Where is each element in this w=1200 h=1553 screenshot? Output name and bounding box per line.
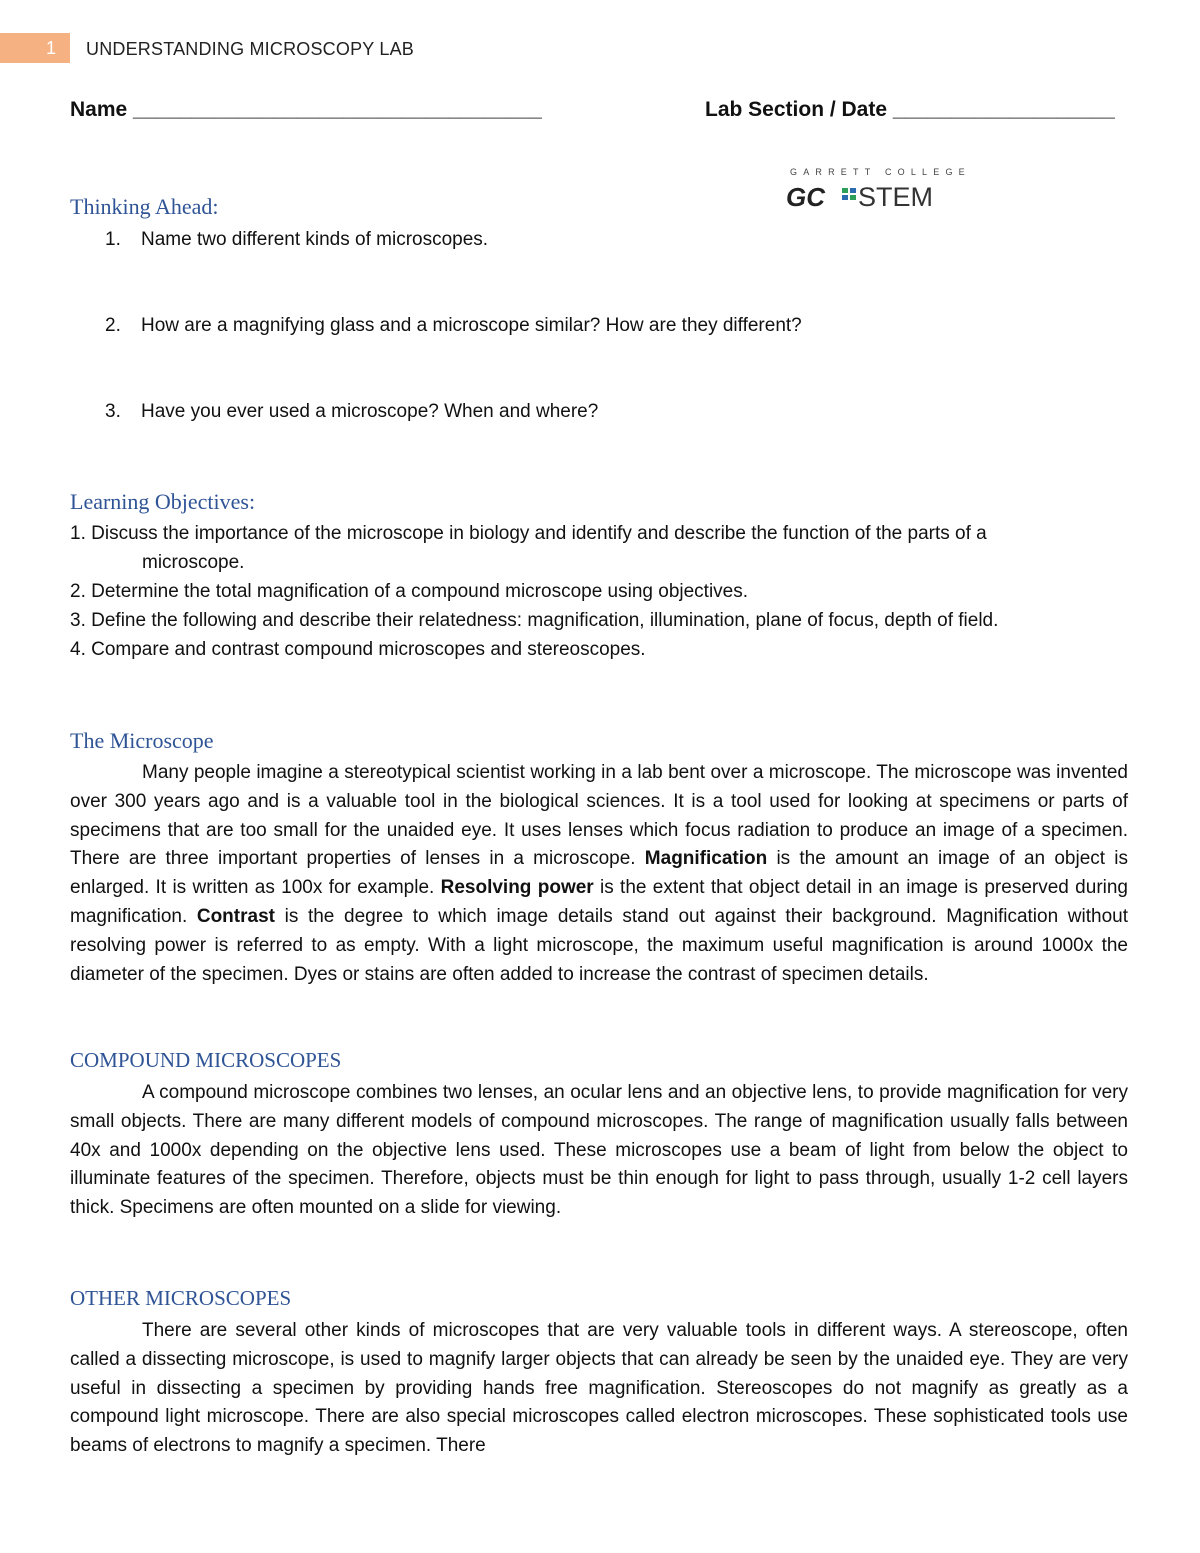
- logo-college-text: GARRETT COLLEGE: [790, 167, 971, 177]
- logo-square-green: [842, 188, 848, 193]
- document-header-title: UNDERSTANDING MICROSCOPY LAB: [86, 39, 414, 59]
- term-contrast: Contrast: [196, 905, 275, 927]
- learning-objectives-heading: Learning Objectives:: [70, 489, 256, 514]
- objective-item: 3. Define the following and describe their relatedness: magnification, illumination, plane of focus, depth of field.: [70, 610, 999, 631]
- thinking-ahead-heading: Thinking Ahead:: [70, 194, 219, 219]
- compound-microscopes-paragraph: [70, 1079, 1128, 1223]
- other-microscopes-paragraph: [70, 1317, 1128, 1461]
- microscope-paragraph: [70, 759, 1128, 989]
- objective-item-continuation: microscope.: [142, 552, 245, 573]
- question-number: 2.: [105, 315, 121, 336]
- logo-square-blue-2: [842, 195, 848, 200]
- magnification-definition: is the amount an image of an object is enlarged. It is written as 100x for example.: [70, 848, 1128, 899]
- objective-item: 4. Compare and contrast compound microscopes and stereoscopes.: [70, 639, 646, 660]
- question-text: Have you ever used a microscope? When and where?: [141, 401, 599, 422]
- name-field: Name ___________________________________: [70, 98, 542, 121]
- lab-section-date-field: Lab Section / Date ___________________: [705, 98, 1115, 121]
- question-item: [105, 229, 488, 251]
- learning-objectives-list: [70, 519, 1128, 664]
- term-resolving-power: Resolving power: [440, 877, 594, 899]
- compound-microscopes-text: A compound microscope combines two lenses, an ocular lens and an objective lens, to provide magnification for very small objects. There are many different models of compound microscopes. The range of magnification usually falls between 40x and 1000x depending on the objective lens used. These microscopes use a beam of light from below the object to illuminate features of the specimen. Therefore, objects must be thin enough for light to pass through, usually 1-2 cell layers thick. Specimens are often mounted on a slide for viewing.: [70, 1082, 1128, 1219]
- resolving-power-definition: is the extent that object detail in an image is preserved during magnification.: [70, 877, 1128, 927]
- page-number: 1: [0, 33, 70, 63]
- question-number: 1.: [105, 229, 121, 250]
- contrast-definition: is the degree to which image details stand out against their background. Magnification without resolving power is referred to as empty. With a light microscope, the maximum useful magnification is around 1000x the diameter of the specimen. Dyes or stains are often added to increase the contrast of specimen details.: [70, 905, 1128, 985]
- objective-item: 2. Determine the total magnification of a compound microscope using objectives.: [70, 581, 749, 602]
- objective-item: 1. Discuss the importance of the microscope in biology and identify and describe the function of the parts of a: [70, 523, 987, 544]
- microscope-intro-text: Many people imagine a stereotypical scientist working in a lab bent over a microscope. The microscope was invented over 300 years ago and is a valuable tool in the biological sciences. It is a tool used for looking at specimens or parts of specimens that are too small for the unaided eye. It uses lenses which focus radiation to produce an image of a specimen. There are three important properties of lenses in a microscope.: [70, 762, 1128, 870]
- question-number: 3.: [105, 401, 121, 422]
- question-text: Name two different kinds of microscopes.: [141, 229, 489, 250]
- other-microscopes-heading: OTHER MICROSCOPES: [70, 1286, 292, 1310]
- logo-gc-mark: GC: [786, 182, 825, 212]
- question-item: [105, 315, 802, 337]
- question-text: How are a magnifying glass and a microscope similar? How are they different?: [141, 315, 802, 336]
- garrett-college-stem-logo: [786, 164, 971, 212]
- logo-stem-text: STEM: [858, 182, 934, 212]
- logo-square-blue: [850, 188, 856, 193]
- compound-microscopes-heading: COMPOUND MICROSCOPES: [70, 1048, 342, 1072]
- the-microscope-heading: The Microscope: [70, 728, 214, 753]
- question-item: [105, 401, 598, 423]
- logo-square-green-2: [850, 195, 856, 200]
- term-magnification: Magnification: [644, 848, 768, 870]
- other-microscopes-text: There are several other kinds of microscopes that are very valuable tools in different ways. A stereoscope, often called a dissecting microscope, is used to magnify larger objects that can already be seen by the unaided eye. They are very useful in dissecting a specimen by providing hands free magnification. Stereoscopes do not magnify as greatly as a compound light microscope. There are also special microscopes called electron microscopes. These sophisticated tools use beams of electrons to magnify a specimen. There: [70, 1320, 1128, 1457]
